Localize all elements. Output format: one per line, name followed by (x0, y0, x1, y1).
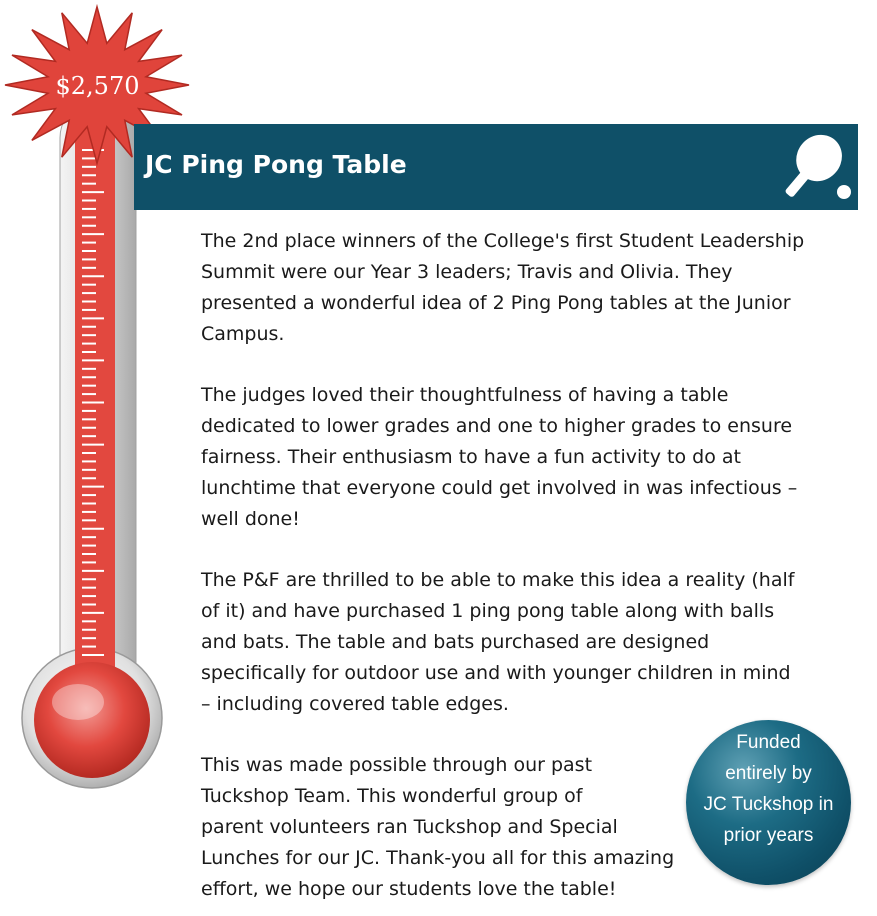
funded-badge-text: Funded entirely by JC Tuckshop in prior years (703, 732, 834, 846)
thermometer-bulb (34, 662, 150, 778)
ping-pong-paddle-icon (766, 128, 856, 208)
page-title: JC Ping Pong Table (145, 150, 407, 179)
paragraph-1: The 2nd place winners of the College's first Student Leadership Summit were our Year 3 leaders; Travis and Olivia. They presented a wonderful idea of 2 Ping Pong tables at the Junior Campus. (201, 230, 805, 345)
paragraph-4: This was made possible through our past Tuckshop Team. This wonderful group of parent volunteers ran Tuckshop and Special Lunches for our JC. Thank-you all for this amazing effort, we hope our students love the table! (201, 754, 675, 900)
raised-amount: $2,570 (55, 72, 140, 100)
bulb-highlight (52, 684, 104, 720)
paragraph-3: The P&F are thrilled to be able to make this idea a reality (half of it) and have purchased 1 ping pong table along with balls and bats. The table and bats purchased are designed specifically for outdoor use and with younger children in mind – including covered table edges. (201, 569, 795, 715)
paragraph-2: The judges loved their thoughtfulness of having a table dedicated to lower grades and one to higher grades to ensure fairness. Their enthusiasm to have a fun activity to do at lunchtime that everyone could get involved in was infectious – well done! (201, 384, 798, 530)
